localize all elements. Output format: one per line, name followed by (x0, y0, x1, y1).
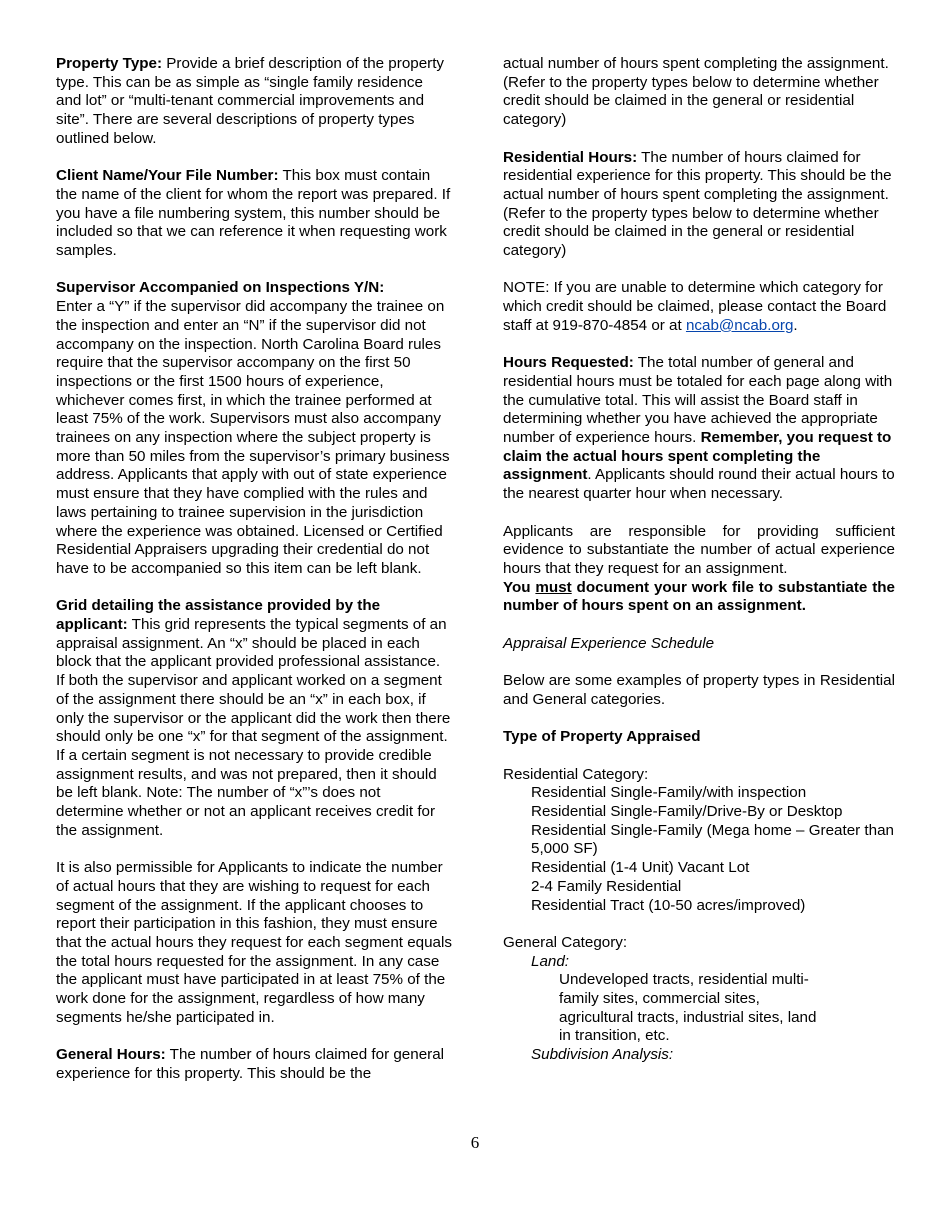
supervisor-heading: Supervisor Accompanied on Inspections Y/N: (56, 279, 385, 297)
hours-requested-body: The total number of general and residential hours must be totaled for each page along with the cumulative total. This will assist the Board staff in determining whether you have achieved the appropriate number of experience hours. (503, 354, 893, 447)
hours-requested-heading: Hours Requested: (503, 354, 634, 372)
hours-requested-section (503, 354, 895, 504)
general-hours-section (56, 1046, 452, 1083)
grid-section (56, 597, 452, 840)
residential-category-label: Residential Category: (503, 765, 649, 783)
grid-heading: Grid detailing the assistance provided by the applicant: (56, 597, 381, 634)
property-type-heading: Property Type: (56, 55, 163, 72)
hours-requested-tail: . Applicants should round their actual hours to the nearest quarter hour when necessary. (503, 466, 895, 503)
permissible-paragraph: It is also permissible for Applicants to indicate the number of actual hours that they are wishing to request for each segment of the assignment. If the applicant chooses to report their participation in this fashion, they must ensure that the actual hours they request for each segment equals the total hours requested for the assignment. In any case the applicant must have participated in at least 75% of the work done for the assignment, regardless of how many segments he/she participated in. (56, 859, 452, 1026)
residential-item: 2-4 Family Residential (531, 877, 682, 895)
residential-hours-heading: Residential Hours: (503, 148, 638, 166)
right-column (503, 55, 895, 1065)
responsible-section (503, 523, 895, 617)
supervisor-body: Enter a “Y” if the supervisor did accompany the trainee on the inspection and enter an “N” if the supervisor did not accompany on the inspection. North Carolina Board rules require that the supervisor accompany on the first 50 inspections or the first 1500 hours of experience, whichever comes first, in which the trainee performed at least 75% of the work. Supervisors must also accompany trainees on any inspection where the subject property is more than 50 miles from the supervisor’s primary business address. Applicants that apply with out of state experience must ensure that they have complied with the rules and laws pertaining to trainee supervision in the jurisdiction where the experience was obtained. Licensed or Certified Residential Appraisers upgrading their credential do not have to be accompanied so this item can be left blank. (56, 298, 450, 577)
responsible-bold-1: You (503, 578, 536, 596)
land-label: Land: (531, 952, 570, 970)
type-heading: Type of Property Appraised (503, 728, 701, 746)
residential-item: Residential Single-Family/Drive-By or Desktop (531, 803, 843, 820)
property-type-body: Provide a brief description of the property type. This can be as simple as “single family residence and lot” or “multi-tenant commercial improvements and site” (56, 55, 445, 129)
residential-hours-section (503, 149, 895, 261)
land-text: Undeveloped tracts, residential multi-family sites, commercial sites, agricultural tracts, industrial sites, land in transition, etc. (559, 971, 817, 1045)
note-body: NOTE: If you are unable to determine which category for which credit should be claimed, please contact the Board staff at 919-870-4854 or at (503, 279, 887, 334)
general-hours-body: The number of hours claimed for general experience for this property. This should be the (56, 1046, 445, 1082)
responsible-bold-2: document your work file to substantiate the number of hours spent on an assignment. (503, 578, 895, 615)
general-hours-heading: General Hours: (56, 1046, 166, 1064)
subdivision-label: Subdivision Analysis: (531, 1046, 674, 1064)
examples-paragraph: Below are some examples of property types in Residential and General categories. (503, 672, 895, 708)
residential-item: Residential Tract (10-50 acres/improved) (531, 896, 806, 914)
hours-requested-emphasis: Remember, you request to claim the actual hours spent completing the assignment (503, 429, 892, 484)
general-category-label: General Category: (503, 933, 628, 951)
residential-category (503, 766, 895, 916)
grid-body: This grid represents the typical segments of an appraisal assignment. An “x” should be placed in each block that the applicant provided professional assistance. If both the supervisor and applicant worked on a segment of the assignment there should be an “x” in each box, if only the supervisor or the applicant did the work then there should only be one “x” for that segment of the assignment. If a certain segment is not necessary to provide credible assignment results, and was not prepared, then it should be left blank. Note: The number of “x”’s does not determine whether or not an applicant receives credit for the assignment. (56, 616, 451, 839)
client-name-body: This box must contain the name of the client for whom the report was prepared. If you have a file numbering system, this number should be included so that we can reference it when requesting work samples. (56, 167, 451, 260)
general-category (503, 934, 895, 1065)
property-type-tail: . There are several descriptions of property types outlined below. (56, 111, 415, 147)
page-number: 6 (470, 1133, 480, 1152)
supervisor-section (56, 279, 452, 578)
schedule-title: Appraisal Experience Schedule (503, 634, 715, 652)
property-type-section (56, 55, 452, 149)
residential-item: Residential Single-Family (Mega home – Greater than 5,000 SF) (531, 821, 894, 858)
responsible-must: must (535, 578, 572, 596)
residential-item: Residential (1-4 Unit) Vacant Lot (531, 859, 750, 877)
responsible-body: Applicants are responsible for providing sufficient evidence to substantiate the number of actual experience hours that they request for an assignment. (503, 522, 895, 577)
residential-item: Residential Single-Family/with inspection (531, 784, 807, 802)
residential-hours-body: The number of hours claimed for residential experience for this property. This should be the actual number of hours spent completing the assignment. (Refer to the property types below to determine whether credit should be claimed in the general or residential category) (503, 148, 892, 260)
note-tail: . (793, 316, 798, 334)
note-section (503, 279, 895, 335)
client-name-section (56, 167, 452, 261)
client-name-heading: Client Name/Your File Number: (56, 167, 279, 185)
left-column (56, 55, 452, 1102)
general-hours-continued: actual number of hours spent completing the assignment. (Refer to the property types below to determine whether credit should be claimed in the general or residential category) (503, 55, 889, 129)
email-link[interactable]: ncab@ncab.org (685, 316, 794, 334)
